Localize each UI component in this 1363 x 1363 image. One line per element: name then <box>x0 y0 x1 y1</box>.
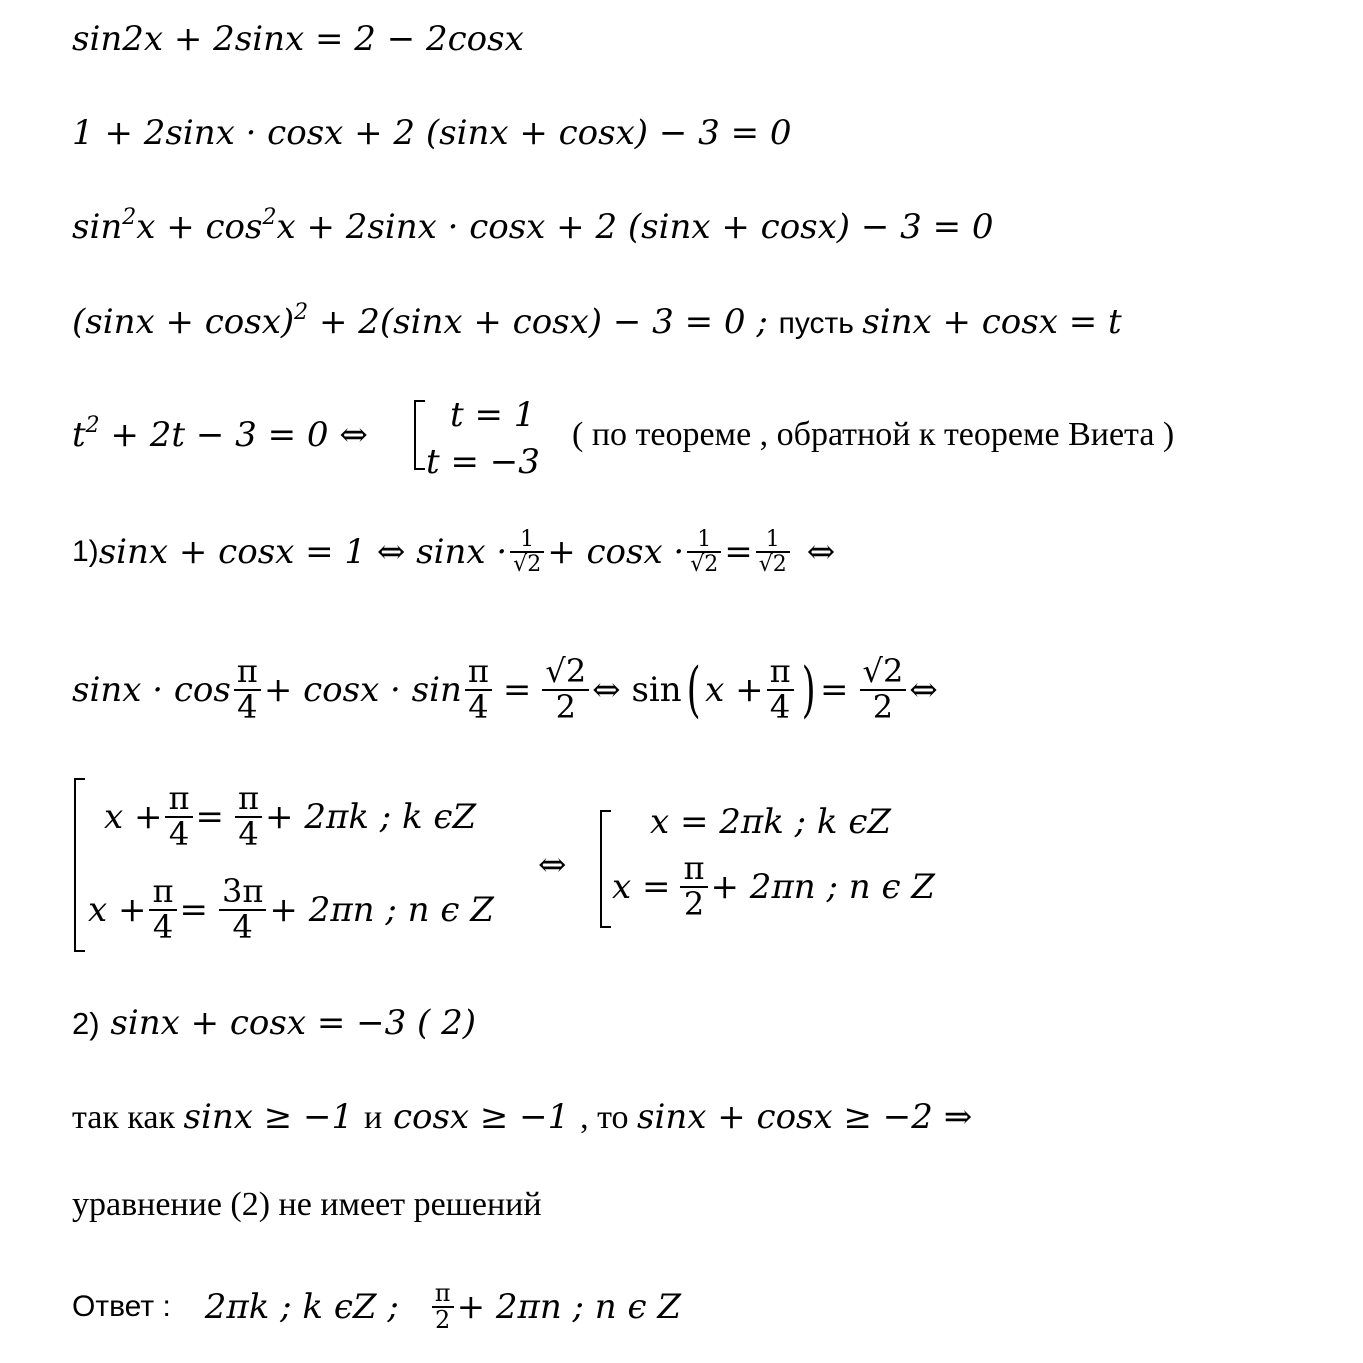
numerator: π <box>234 655 261 691</box>
system-row: x = 2πk ; k ϵZ <box>650 802 892 842</box>
equation-text: sinx + cosx ≥ −2 ⇒ <box>637 1097 973 1137</box>
fraction <box>149 872 176 946</box>
equation-text: sin <box>72 207 123 247</box>
system-row: t = −3 <box>426 442 540 482</box>
denominator: 2 <box>872 688 894 726</box>
fraction <box>756 528 790 576</box>
equation-line-2 <box>72 113 792 153</box>
equation-line-3 <box>72 205 994 247</box>
numerator: 1 <box>756 528 790 553</box>
fraction <box>235 779 262 853</box>
denominator: 4 <box>232 908 253 946</box>
answer-value: 2πk ; k ϵZ ; <box>204 1287 399 1327</box>
system-row <box>88 868 494 952</box>
numerator: √2 <box>860 655 907 691</box>
equation-text: = <box>502 670 532 710</box>
equation-line-4 <box>72 300 1122 342</box>
equation-text: x + <box>104 797 163 837</box>
equation-text: x = <box>612 867 671 907</box>
system-bracket <box>74 778 85 952</box>
item-number: 2) <box>72 1006 100 1041</box>
fraction <box>860 652 907 726</box>
equation-text: t <box>72 415 86 455</box>
numerator: π <box>432 1281 454 1308</box>
equation-text: sin2x + 2sinx = 2 − 2cosx <box>72 19 524 59</box>
text-word: и <box>363 1099 383 1136</box>
equation-text: + 2πk ; k ϵZ <box>265 797 477 837</box>
denominator: 4 <box>168 815 190 853</box>
numerator: 1 <box>687 528 721 553</box>
equation-text: sinx + cosx = t <box>862 302 1122 342</box>
denominator: 2 <box>683 885 705 923</box>
numerator: √2 <box>542 655 589 691</box>
fraction <box>432 1278 454 1334</box>
denominator: √2 <box>513 552 542 577</box>
equation-text: 1 + 2sinx · cosx + 2 (sinx + cosx) − 3 = 0 <box>72 113 792 153</box>
equation-text: x + cos <box>136 207 263 247</box>
equation-line-7 <box>72 640 938 740</box>
numerator: 1 <box>510 528 544 553</box>
equation-line-5 <box>72 413 368 455</box>
substitution-word: пусть <box>778 307 863 340</box>
open-paren: ( <box>686 655 701 725</box>
equation-line-9 <box>72 1003 477 1043</box>
equation-text: sinx ≥ −1 <box>183 1097 364 1137</box>
equation-text: + 2πn ; n ϵ Z <box>269 890 494 930</box>
system-row <box>612 845 935 929</box>
system-bracket <box>600 810 611 928</box>
equation-text: sinx + cosx = 1 ⇔ sinx · <box>98 532 508 572</box>
item-number: 1) <box>72 535 99 568</box>
numerator: π <box>465 655 492 691</box>
denominator: 4 <box>152 908 174 946</box>
equation-text: + 2t − 3 = 0 ⇔ <box>99 415 368 455</box>
fraction <box>680 849 707 923</box>
answer-line <box>72 1272 681 1342</box>
equation-text: + 2πn ; n ϵ Z <box>710 867 935 907</box>
numerator: 3π <box>219 875 266 911</box>
denominator: 4 <box>237 688 258 726</box>
equation-text: ⇔ <box>806 532 836 572</box>
numerator: π <box>680 852 707 888</box>
answer-value: + 2πn ; n ϵ Z <box>456 1287 681 1327</box>
fraction <box>465 652 492 726</box>
fraction <box>234 652 261 726</box>
text-word: , то <box>580 1099 638 1136</box>
equation-text: = <box>179 890 209 930</box>
system-row: t = 1 <box>450 395 536 435</box>
equation-text: sinx · cos <box>72 670 231 710</box>
exponent: 2 <box>262 205 277 230</box>
equation-text: + cosx · <box>547 532 685 572</box>
equation-text: cosx ≥ −1 <box>382 1097 581 1137</box>
exponent: 2 <box>85 413 100 438</box>
exponent: 2 <box>122 205 137 230</box>
equation-text: x + <box>88 890 147 930</box>
system-bracket <box>414 400 425 470</box>
equation-text: ⇔ sin <box>592 670 682 710</box>
close-paren: ) <box>801 655 816 725</box>
equivalence-sign: ⇔ <box>538 845 567 885</box>
fraction <box>510 528 544 576</box>
equation-text: sinx + cosx = −3 ( 2) <box>99 1003 477 1043</box>
equation-text: = <box>820 670 849 710</box>
equation-text: (sinx + cosx) <box>72 302 295 342</box>
numerator: π <box>149 875 176 911</box>
equation-text: x + 2sinx · cosx + 2 (sinx + cosx) − 3 = 0 <box>276 207 994 247</box>
denominator: 4 <box>769 688 791 726</box>
denominator: 4 <box>238 815 259 853</box>
answer-label: Ответ : <box>72 1290 171 1323</box>
fraction <box>687 528 721 576</box>
equation-line-1 <box>72 19 524 59</box>
numerator: π <box>767 655 794 691</box>
denominator: 2 <box>435 1306 451 1334</box>
equation-line-10 <box>72 1097 973 1137</box>
text-word: так как <box>72 1099 184 1136</box>
fraction <box>219 872 266 946</box>
fraction <box>542 652 589 726</box>
numerator: π <box>235 782 262 818</box>
equation-text: x + <box>705 670 764 710</box>
equation-text: = <box>195 797 225 837</box>
exponent: 2 <box>294 300 309 325</box>
numerator: π <box>165 782 192 818</box>
vieta-note: ( по теореме , обратной к теореме Виета ) <box>572 416 1175 453</box>
denominator: √2 <box>690 552 719 577</box>
denominator: √2 <box>758 552 787 577</box>
equation-text: ⇔ <box>909 670 938 710</box>
equation-text: + 2(sinx + cosx) − 3 = 0 ; <box>308 302 779 342</box>
conclusion-line: уравнение (2) не имеет решений <box>72 1186 542 1223</box>
denominator: 2 <box>555 688 576 726</box>
equation-text: = <box>724 532 753 572</box>
denominator: 4 <box>468 688 489 726</box>
equation-text: + cosx · sin <box>263 670 462 710</box>
system-row <box>104 775 476 859</box>
fraction <box>165 779 192 853</box>
equation-line-6 <box>72 522 835 582</box>
fraction <box>767 652 794 726</box>
